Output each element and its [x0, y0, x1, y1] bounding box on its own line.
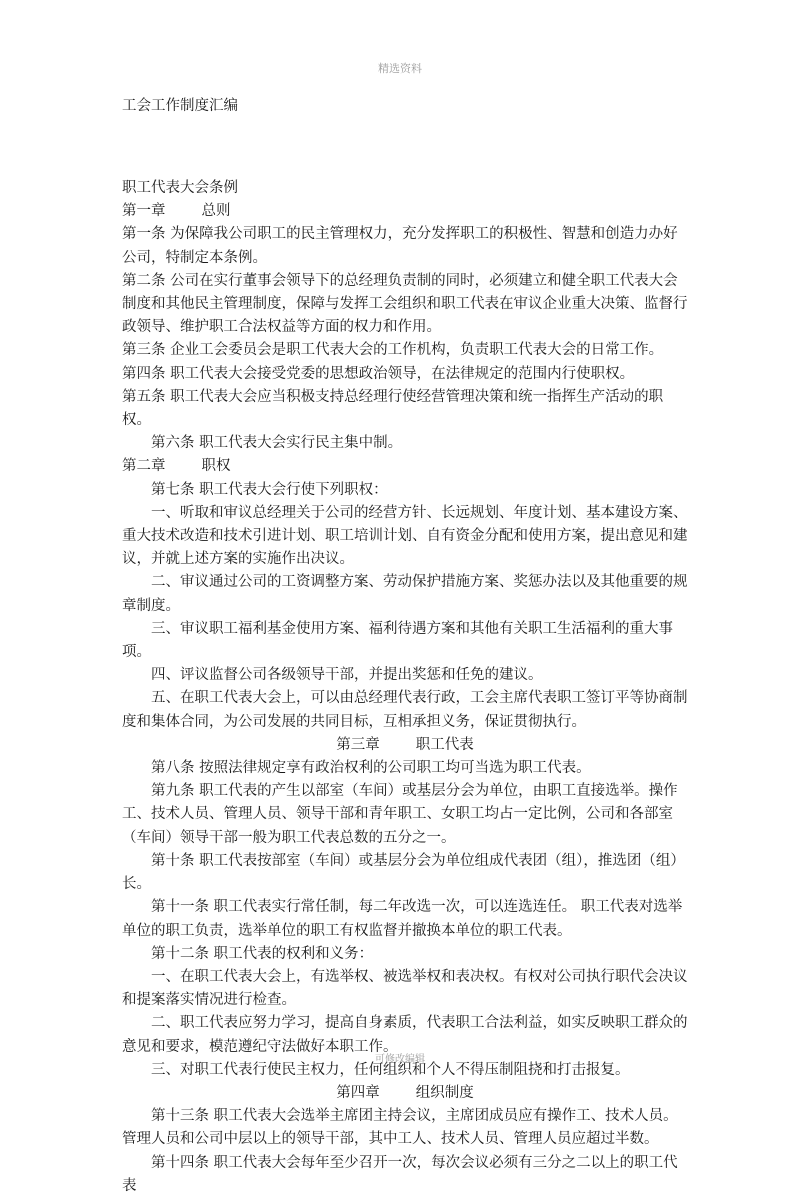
paragraph: 第七条 职工代表大会行使下列职权：	[151, 481, 388, 498]
paragraph: 五、在职工代表大会上，可以由总经理代表行政，工会主席代表职工签订平等协商制度和集体合同，为公司发展的共同目标，互相承担义务，保证贯彻执行。	[122, 690, 688, 730]
chapter-title: 组织制度	[415, 1084, 474, 1101]
page-header-note: 精选资料	[378, 62, 422, 75]
paragraph: 第十一条 职工代表实行常任制，每二年改选一次，可以连选连任。 职工代表对选举单位的职工负责，选举单位的职工有权监督并撤换本单位的职工代表。	[122, 899, 683, 939]
paragraph: 一、在职工代表大会上，有选举权、被选举权和表决权。有权对公司执行职代会决议和提案落实情况进行检查。	[122, 968, 688, 1009]
paragraph: 第二条 公司在实行董事会领导下的总经理负责制的同时，必须建立和健全职工代表大会制度和其他民主管理制度，保障与发挥工会组织和职工代表在审议企业重大决策、监督行政领导、维护职工合法权益等方面的权力和作用。	[122, 272, 688, 336]
paragraph: 四、评议监督公司各级领导干部，并提出奖惩和任免的建议。	[151, 667, 543, 684]
chapter-heading	[122, 200, 688, 223]
document-body	[122, 177, 688, 1198]
paragraph: 第十三条 职工代表大会选举主席团主持会议，主席团成员应有操作工、技术人员。管理人员和公司中层以上的领导干部，其中工人、技术人员、管理人员应超过半数。	[122, 1108, 678, 1148]
paragraph: 第十四条 职工代表大会每年至少召开一次，每次会议必须有三分之二以上的职工代表	[122, 1154, 678, 1194]
paragraph: 一、听取和审议总经理关于公司的经营方针、长远规划、年度计划、基本建设方案、重大技术改造和技术引进计划、职工培训计划、自有资金分配和使用方案，提出意见和建议，并就上述方案的实施作出决议。	[122, 504, 688, 568]
chapter-heading	[122, 1082, 688, 1105]
paragraph: 第六条 职工代表大会实行民主集中制。	[151, 435, 403, 452]
chapter-heading	[122, 734, 688, 757]
chapter-number: 第四章	[336, 1084, 380, 1101]
paragraph: 第九条 职工代表的产生以部室（车间）或基层分会为单位，由职工直接选举。操作工、技术人员、管理人员、领导干部和青年职工、女职工均占一定比例，公司和各部室（车间）领导干部一般为职工代表总数的五分之一。	[122, 783, 678, 846]
paragraph: 二、审议通过公司的工资调整方案、劳动保护措施方案、奖惩办法以及其他重要的规章制度。	[122, 574, 688, 614]
chapter-title: 总则	[201, 203, 231, 220]
chapter-heading	[122, 455, 688, 478]
chapter-number: 第二章	[122, 458, 166, 475]
paragraph: 第十条 职工代表按部室（车间）或基层分会为单位组成代表团（组），推选团（组）长。	[122, 852, 685, 893]
paragraph: 第四条 职工代表大会接受党委的思想政治领导，在法律规定的范围内行使职权。	[122, 365, 635, 382]
paragraph: 第五条 职工代表大会应当积极支持总经理行使经营管理决策和统一指挥生产活动的职权。	[122, 388, 664, 429]
paragraph: 职工代表大会条例	[122, 180, 238, 196]
chapter-title: 职权	[201, 458, 231, 475]
chapter-number: 第三章	[336, 736, 380, 753]
chapter-number: 第一章	[122, 203, 166, 220]
paragraph: 第十二条 职工代表的权利和义务：	[151, 945, 374, 962]
chapter-title: 职工代表	[415, 736, 474, 753]
paragraph: 三、审议职工福利基金使用方案、福利待遇方案和其他有关职工生活福利的重大事项。	[122, 620, 673, 661]
page-footer-note: 可修改编辑	[375, 1054, 425, 1065]
paragraph: 第三条 企业工会委员会是职工代表大会的工作机构，负责职工代表大会的日常工作。	[122, 342, 664, 359]
paragraph: 第八条 按照法律规定享有政治权利的公司职工均可当选为职工代表。	[151, 760, 591, 777]
document-title: 工会工作制度汇编	[122, 98, 238, 114]
paragraph: 二、职工代表应努力学习，提高自身素质，代表职工合法利益，如实反映职工群众的意见和要求，模范遵纪守法做好本职工作。	[122, 1015, 688, 1055]
paragraph: 三、对职工代表行使民主权力，任何组织和个人不得压制阻挠和打击报复。	[151, 1061, 630, 1078]
paragraph: 第一条 为保障我公司职工的民主管理权力，充分发挥职工的积极性、智慧和创造力办好公司，特制定本条例。	[122, 226, 678, 266]
